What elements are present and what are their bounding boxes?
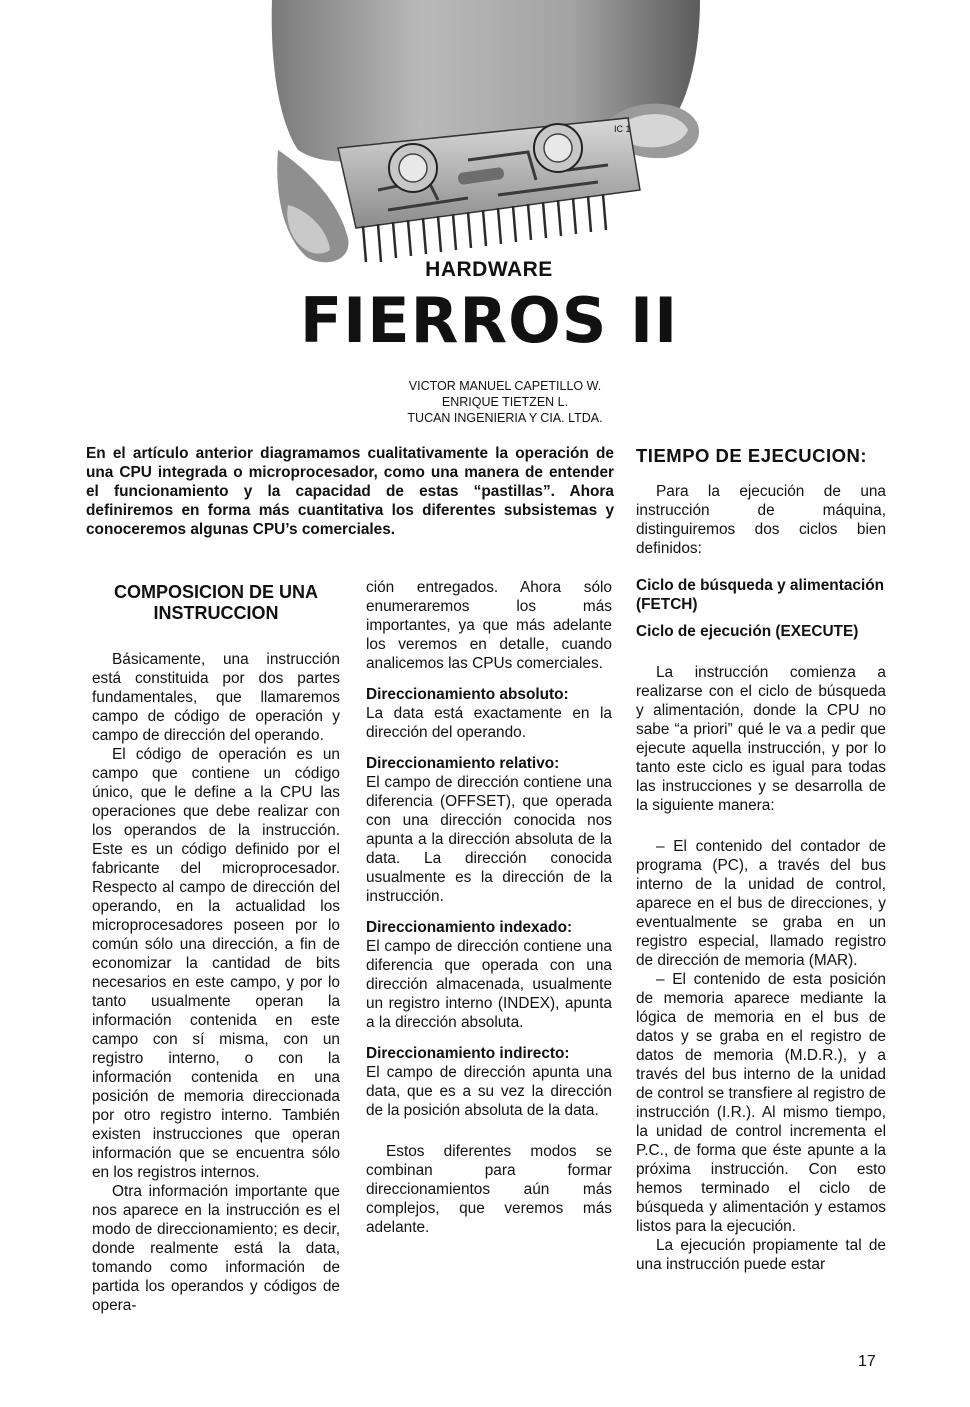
- paragraph: Básicamente, una instrucción está constituida por dos partes fundamentales, que llamaremos campo de código de operación y campo de dirección del operando.: [92, 651, 340, 744]
- page-number: 17: [858, 1353, 876, 1370]
- section-label: HARDWARE: [425, 258, 553, 281]
- paragraph: El campo de dirección apunta una data, que es a su vez la dirección de la posición absoluta de la data.: [366, 1064, 612, 1119]
- paragraph: La data está exactamente en la dirección del operando.: [366, 705, 612, 741]
- heading-direccionamiento-indexado: Direccionamiento indexado:: [366, 919, 573, 936]
- heading-ciclo-ejecucion: Ciclo de ejecución (EXECUTE): [636, 623, 859, 640]
- heading-ciclo-busqueda: Ciclo de búsqueda y alimentación (FETCH): [636, 577, 885, 613]
- article-title: FIERROS II: [299, 284, 679, 357]
- lead-paragraph: En el artículo anterior diagramamos cualitativamente la operación de una CPU integrada o microprocesador, como una manera de entender el funcionamiento y la capacidad de estas “pastillas”. Ahora definiremos en forma más cuantitativa los diferentes subsistemas y conoceremos algunas CPU’s comerciales.: [86, 445, 614, 538]
- author-1: VICTOR MANUEL CAPETILLO W.: [408, 379, 602, 393]
- author-credits: [330, 378, 680, 426]
- heading-tiempo-de-ejecucion: TIEMPO DE EJECUCION:: [636, 445, 867, 466]
- paragraph: El campo de dirección contiene una diferencia (OFFSET), que operada con una dirección conocida nos apunta a la dirección absoluta de la data. La dirección conocida usualmente es la dirección de la instrucción.: [366, 774, 612, 905]
- author-company: TUCAN INGENIERIA Y CIA. LTDA.: [407, 411, 603, 425]
- heading-direccionamiento-absoluto: Direccionamiento absoluto:: [366, 686, 569, 703]
- paragraph: Para la ejecución de una instrucción de máquina, distinguiremos dos ciclos bien definidos:: [636, 483, 886, 557]
- author-2: ENRIQUE TIETZEN L.: [441, 395, 569, 409]
- chip-label: IC 1: [614, 124, 631, 134]
- paragraph: El campo de dirección contiene una diferencia que operada con una dirección almacenada, usualmente un registro interno (INDEX), apunta a la dirección absoluta.: [366, 938, 612, 1031]
- column-3: [636, 445, 886, 1274]
- paragraph: Estos diferentes modos se combinan para formar direccionamientos aún más complejos, que veremos más adelante.: [366, 1143, 612, 1236]
- paragraph: – El contenido del contador de programa (PC), a través del bus interno de la unidad de control, aparece en el bus de direcciones, y eventualmente se graba en un registro especial, llamado registro de dirección de memoria (MAR).: [636, 838, 886, 969]
- paragraph: La instrucción comienza a realizarse con el ciclo de búsqueda y alimentación, donde la CPU no sabe “a priori” qué le va a pedir que ejecute aquella instrucción, y por lo tanto este ciclo es igual para todas las instrucciones y se desarrolla de la siguiente manera:: [636, 664, 886, 814]
- heading-direccionamiento-indirecto: Direccionamiento indirecto:: [366, 1045, 570, 1062]
- column-2: [366, 578, 612, 1237]
- column-1: [92, 582, 340, 1315]
- paragraph: El código de operación es un campo que contiene un código único, que le define a la CPU las operaciones que debe realizar con los operandos de la instrucción. Este es un código definido por el fabricante del microprocesador. Respecto al campo de dirección del operando, en la actualidad los microprocesadores poseen por lo común sólo una dirección, a fin de economizar la cantidad de bits necesarios en este campo, y por lo tanto usualmente operan la información contenida en este campo con sí misma, con un registro interno, o con la información contenida en una posición de memoria direccionada por otro registro interno. También existen instrucciones que operan información que se encuentra sólo en los registros internos.: [92, 746, 340, 1181]
- hand-holding-chip-photo: [268, 0, 704, 268]
- paragraph: La ejecución propiamente tal de una instrucción puede estar: [636, 1237, 886, 1273]
- heading-composicion: COMPOSICION DE UNA INSTRUCCION: [113, 582, 318, 623]
- paragraph: Otra información importante que nos aparece en la instrucción es el modo de direccionamiento; es decir, donde realmente está la data, tomando como información de partida los operandos y códigos de opera-: [92, 1183, 340, 1314]
- heading-direccionamiento-relativo: Direccionamiento relativo:: [366, 755, 560, 772]
- paragraph: ción entregados. Ahora sólo enumeraremos los más importantes, ya que más adelante los veremos en detalle, cuando analicemos las CPUs comerciales.: [366, 579, 612, 672]
- paragraph: – El contenido de esta posición de memoria aparece mediante la lógica de memoria en el bus de datos y se graba en el registro de datos de memoria (M.D.R.), y a través del bus interno de la unidad de control se transfiere al registro de instrucción (I.R.). Al mismo tiempo, la unidad de control incrementa el P.C., de forma que éste apunte a la próxima instrucción. Con esto hemos terminado el ciclo de búsqueda y alimentación y estamos listos para la ejecución.: [636, 971, 886, 1235]
